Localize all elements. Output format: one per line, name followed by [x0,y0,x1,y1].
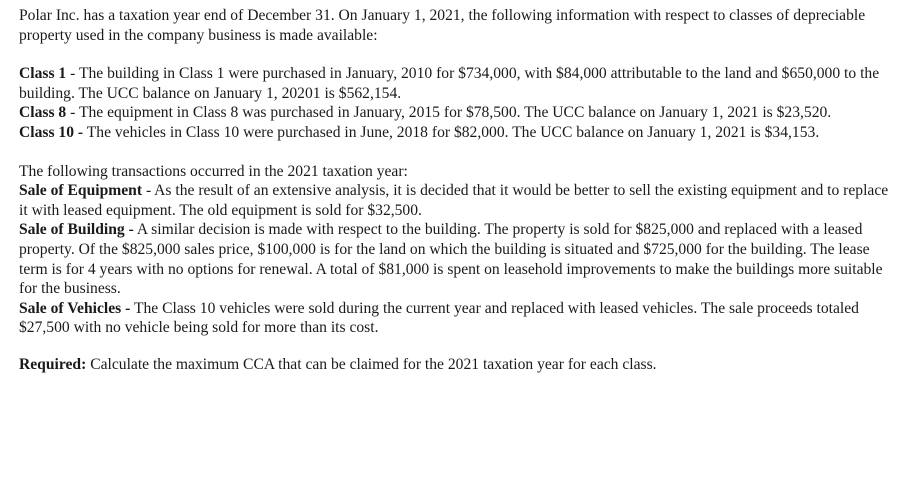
class-1-paragraph [19,64,891,103]
sale-of-building-label: Sale of Building - [19,221,134,239]
sale-of-building-text: A similar decision is made with respect to the building. The property is sold for $825,000 and replaced with a leased property. Of the $825,000 sales price, $100,000 is for the land on which the building is situated and $725,000 for the building. The lease term is for 4 years with no options for renewal. A total of $81,000 is spent on leasehold improvements to make the buildings more suitable for the business. [19,221,883,298]
class-1-text: - The building in Class 1 were purchased in January, 2010 for $734,000, with $84,000 attributable to the land and $650,000 to the building. The UCC balance on January 1, 20201 is $562,154. [19,65,880,102]
class-8-paragraph [19,103,891,123]
sale-of-equipment-text: - As the result of an extensive analysis, it is decided that it would be better to sell the existing equipment and to replace it with leased equipment. The old equipment is sold for $32,500. [19,182,889,219]
required-text: Calculate the maximum CCA that can be claimed for the 2021 taxation year for each class. [86,355,657,373]
sale-of-equipment-paragraph [19,181,891,220]
transactions-intro: The following transactions occurred in the 2021 taxation year: [19,162,408,180]
required-paragraph [19,355,891,375]
sale-of-building-paragraph [19,220,891,298]
spacer [19,338,891,355]
spacer [19,143,891,162]
class-10-text: The vehicles in Class 10 were purchased in June, 2018 for $82,000. The UCC balance on January 1, 2021 is $34,153. [83,123,820,141]
spacer [19,45,891,64]
problem-document [19,6,891,375]
sale-of-vehicles-paragraph [19,299,891,338]
class-8-label: Class 8 [19,104,67,122]
sale-of-vehicles-label: Sale of Vehicles - [19,299,131,317]
sale-of-equipment-label: Sale of Equipment [19,182,143,200]
class-1-label: Class 1 [19,65,67,83]
class-10-paragraph [19,123,891,143]
sale-of-vehicles-text: The Class 10 vehicles were sold during the current year and replaced with leased vehicles. The sale proceeds totaled $27,500 with no vehicle being sold for more than its cost. [19,299,859,337]
required-label: Required: [19,355,87,373]
intro-paragraph: Polar Inc. has a taxation year end of December 31. On January 1, 2021, the following information with respect to classes of depreciable property used in the company business is made available: [19,7,866,44]
class-8-text: - The equipment in Class 8 was purchased in January, 2015 for $78,500. The UCC balance on January 1, 2021 is $23,520. [66,104,832,122]
class-10-label: Class 10 - [19,123,84,141]
